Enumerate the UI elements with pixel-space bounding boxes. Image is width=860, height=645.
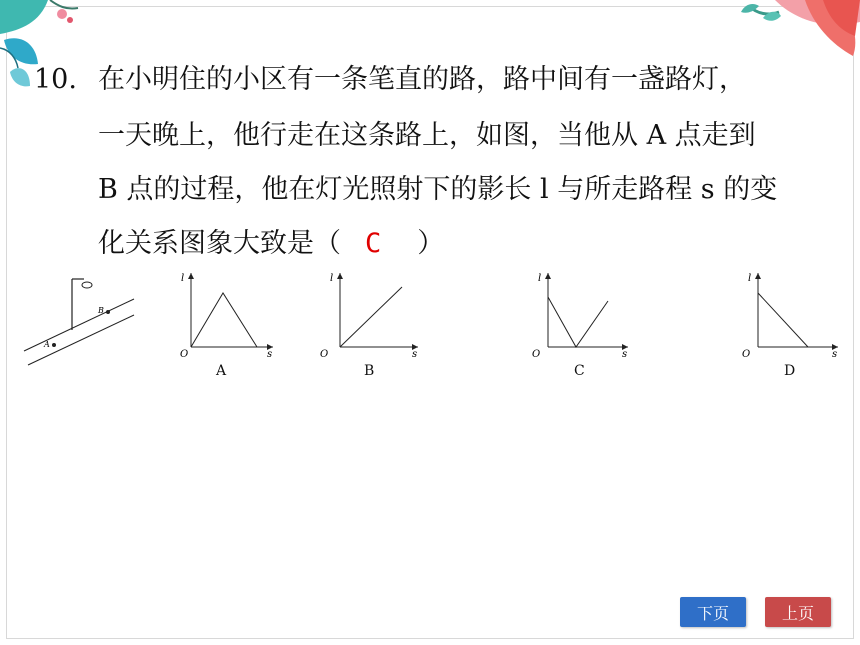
svg-text:s: s: [832, 349, 838, 359]
graph-a-label: A: [216, 363, 227, 379]
graph-a-curve: [191, 293, 257, 347]
svg-text:l: l: [330, 273, 334, 284]
graph-b-curve: [340, 287, 402, 347]
question-line-1: 在小明住的小区有一条笔直的路，路中间有一盏路灯，: [98, 64, 746, 95]
close-paren: ）: [417, 228, 445, 259]
street-lamp-scene: [22, 275, 137, 370]
question-number: 10.: [34, 64, 77, 95]
prev-page-button[interactable]: 上页: [765, 597, 831, 627]
leaf-decoration-right-icon: [735, 0, 860, 70]
question-line-2: 一天晚上，他行走在这条路上，如图，当他从 A 点走到: [98, 120, 756, 151]
graph-c-curve: [548, 297, 608, 347]
point-a-label: A: [44, 340, 50, 349]
svg-text:O: O: [532, 349, 541, 359]
answer-value: C: [365, 228, 382, 259]
graph-b-label: B: [364, 363, 375, 379]
next-page-button[interactable]: 下页: [680, 597, 746, 627]
svg-text:l: l: [181, 273, 185, 284]
graph-c: [530, 269, 630, 359]
question-line-4: [98, 216, 444, 272]
svg-text:O: O: [180, 349, 189, 359]
lamp-head-icon: [82, 282, 92, 288]
graph-d-curve: [758, 293, 808, 347]
graph-a: [175, 269, 275, 359]
point-b-label: B: [98, 306, 104, 315]
svg-text:l: l: [748, 273, 752, 284]
svg-text:s: s: [267, 349, 273, 359]
figure-row: [0, 265, 860, 395]
svg-text:l: l: [538, 273, 542, 284]
svg-text:O: O: [742, 349, 751, 359]
graph-b: [320, 269, 420, 359]
svg-text:O: O: [320, 349, 329, 359]
question-line-4-text: 化关系图象大致是（: [98, 228, 341, 259]
svg-text:s: s: [412, 349, 418, 359]
graph-c-label: C: [574, 363, 585, 379]
question-line-3: B 点的过程，他在灯光照射下的影长 l 与所走路程 s 的变: [98, 174, 778, 205]
graph-d-label: D: [784, 363, 796, 379]
graph-d: [740, 269, 840, 359]
svg-text:s: s: [622, 349, 628, 359]
